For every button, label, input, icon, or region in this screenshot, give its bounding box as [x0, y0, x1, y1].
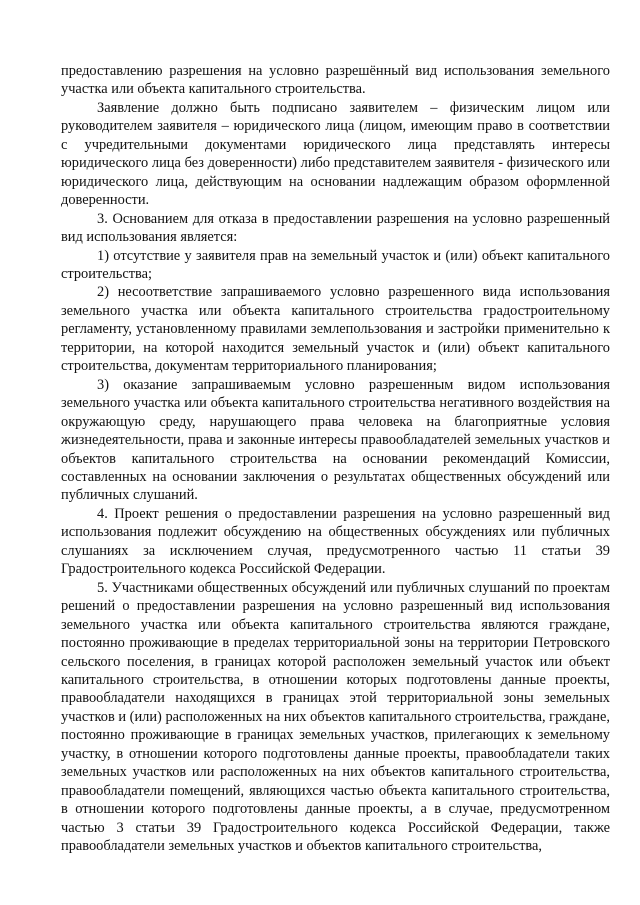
paragraph-public-discussion: 4. Проект решения о предоставлении разрешения на условно разрешенный вид использования подлежит обсуждению на общественных обсуждениях или публичных слушаниях за исключением случая, предусмотренного частью 11 статьи 39 Градостроительного кодекса Российской Федерации.: [61, 505, 610, 578]
paragraph-refusal-item-1: 1) отсутствие у заявителя прав на земельный участок и (или) объект капитального строительства;: [61, 247, 610, 282]
paragraph-signature-requirements: Заявление должно быть подписано заявителем – физическим лицом или руководителем заявителя – юридического лица (лицом, имеющим право в соответствии с учредительными документами юридического лица представлять интересы юридического лица без доверенности) либо представителем заявителя - физического или юридического лица, действующим на основании надлежащим образом оформленной доверенности.: [61, 99, 610, 209]
paragraph-refusal-item-3: 3) оказание запрашиваемым условно разрешенным видом использования земельного участка или объекта капитального строительства негативного воздействия на окружающую среду, нарушающего права человека на благоприятные условия жизнедеятельности, права и законные интересы правообладателей земельных участков и объектов капитального строительства на основании рекомендаций Комиссии, составленных на основании заключения о результатах общественных обсуждений или публичных слушаний.: [61, 376, 610, 504]
paragraph-refusal-item-2: 2) несоответствие запрашиваемого условно разрешенного вида использования земельного участка или объекта капитального строительства градостроительному регламенту, установленному правилами землепользования и застройки применительно к территории, на которой находится земельный участок и (или) объект капитального строительства, документам территориального планирования;: [61, 284, 610, 375]
paragraph-refusal-grounds: 3. Основанием для отказа в предоставлении разрешения на условно разрешенный вид использования является:: [61, 210, 610, 246]
document-page: [61, 62, 610, 855]
paragraph-participants: 5. Участниками общественных обсуждений или публичных слушаний по проектам решений о предоставлении разрешения на условно разрешенный вид использования земельного участка или объекта капитального строительства являются граждане, постоянно проживающие в пределах территориальной зоны на территории Петровского сельского поселения, в границах которой расположен земельный участок или объект капитального строительства, в отношении которых подготовлены данные проекты, правообладатели находящихся в границах этой территориальной зоны земельных участков и (или) расположенных на них объектов капитального строительства, граждане, постоянно проживающие в границах земельных участков, прилегающих к земельному участку, в отношении которого подготовлены данные проекты, правообладатели таких земельных участков или расположенных на них объектов капитального строительства, правообладатели помещений, являющихся частью объекта капитального строительства, в отношении которого подготовлены данные проекты, а в случае, предусмотренном частью 3 статьи 39 Градостроительного кодекса Российской Федерации, также правообладатели земельных участков и объектов капитального строительства,: [61, 579, 610, 855]
paragraph-continuation: предоставлению разрешения на условно разрешённый вид использования земельного участка или объекта капитального строительства.: [61, 63, 610, 98]
